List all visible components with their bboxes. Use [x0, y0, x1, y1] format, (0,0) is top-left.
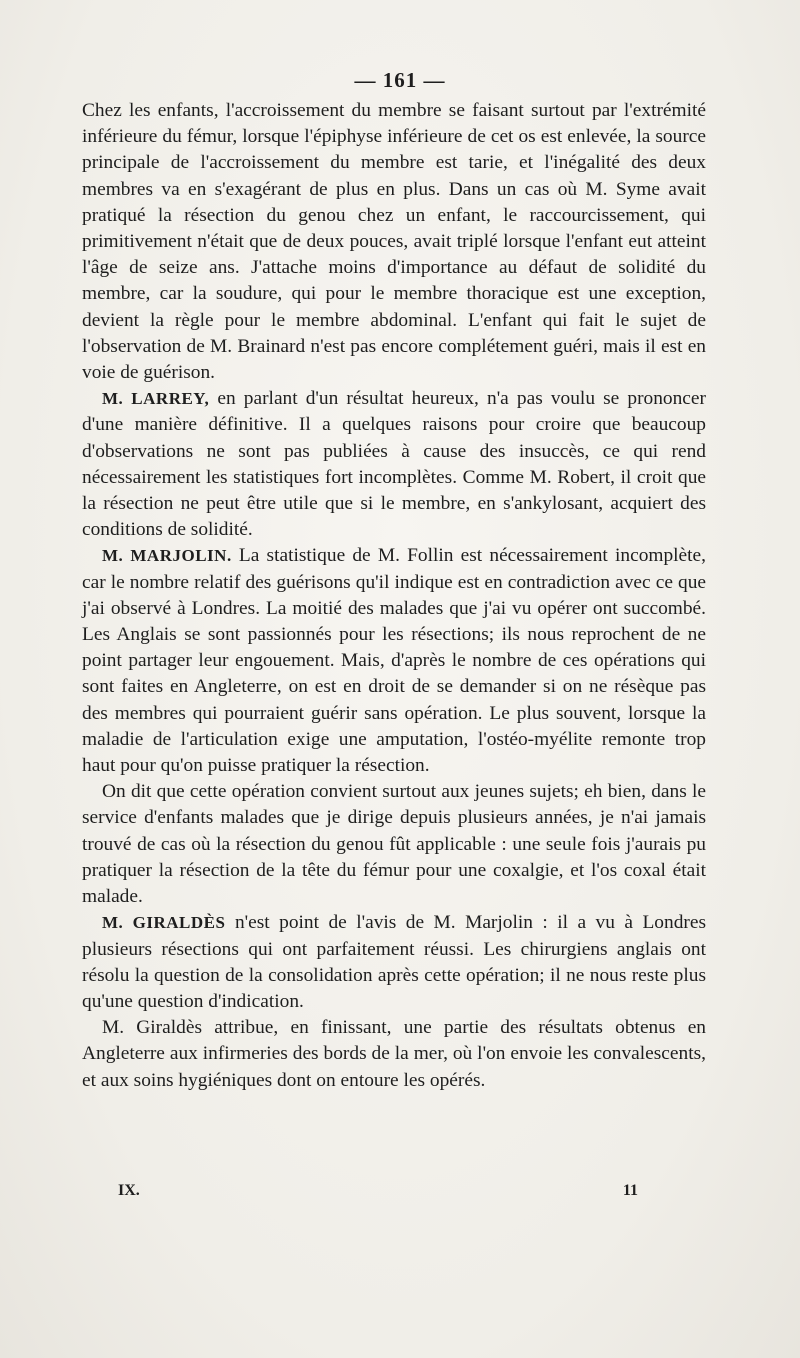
paragraph-1	[82, 98, 706, 386]
paragraph-6	[82, 1015, 706, 1094]
body-text	[82, 98, 706, 1094]
paragraph-text: M. Giraldès attribue, en finissant, une partie des résultats obtenus en Angleterre aux infirmeries des bords de la mer, où l'on envoie les convalescents, et aux soins hygiéniques dont on entoure les opérés.	[82, 1017, 706, 1091]
speaker-name: M. LARREY,	[102, 389, 210, 409]
paragraph-4	[82, 779, 706, 910]
speaker-name: M. GIRALDÈS	[102, 913, 226, 933]
page-number: — 161 —	[354, 68, 446, 92]
speaker-name: M. MARJOLIN.	[102, 546, 232, 566]
paragraph-text: Chez les enfants, l'accroissement du membre se faisant surtout par l'extrémité inférieure du fémur, lorsque l'épiphyse inférieure de cet os est enlevée, la source principale de l'accroissement du membre est tarie, et l'inégalité des deux membres va en s'exagérant de plus en plus. Dans un cas où M. Syme avait pratiqué la résection du genou chez un enfant, le raccourcissement, qui primitivement n'était que de deux pouces, avait triplé lorsque l'enfant eut atteint l'âge de seize ans. J'attache moins d'importance au défaut de solidité du membre, car la soudure, qui pour le membre thoracique est une exception, devient la règle pour le membre abdominal. L'enfant qui fait le sujet de l'observation de M. Brainard n'est pas encore complétement guéri, mais il est en voie de guérison.	[82, 100, 706, 384]
paragraph-text: n'est point de l'avis de M. Marjolin : il a vu à Londres plusieurs résections qui ont parfaitement réussi. Les chirurgiens anglais ont résolu la question de la consolidation après cette opération; il ne nous reste plus qu'une question d'indication.	[82, 912, 706, 1012]
leaf-number: 11	[622, 1182, 638, 1199]
signature-mark: IX.	[118, 1182, 140, 1199]
paragraph-2	[82, 386, 706, 543]
paragraph-text: On dit que cette opération convient surtout aux jeunes sujets; eh bien, dans le service d'enfants malades que je dirige depuis plusieurs années, je n'ai jamais trouvé de cas où la résection du genou fût applicable : une seule fois j'aurais pu pratiquer la résection de la tête du fémur pour une coxalgie, et l'os coxal était malade.	[82, 781, 706, 908]
paragraph-3	[82, 543, 706, 779]
paragraph-text: en parlant d'un résultat heureux, n'a pas voulu se prononcer d'une manière définitive. Il a quelques raisons pour croire que beaucoup d'observations ne sont pas publiées à cause des insuccès, ce qui rend nécessairement les statistiques fort incomplètes. Comme M. Robert, il croit que la résection ne peut être utile que si le membre, en s'ankylosant, acquiert des conditions de solidité.	[82, 388, 706, 541]
paragraph-text: La statistique de M. Follin est nécessairement incomplète, car le nombre relatif des guérisons qu'il indique est en contradiction avec ce que j'ai observé à Londres. La moitié des malades que j'ai vu opérer ont succombé. Les Anglais se sont passionnés pour les résections; ils nous reprochent de ne point partager leur engouement. Mais, d'après le nombre de ces opérations qui sont faites en Angleterre, on est en droit de se demander si on ne résèque pas des membres qui pourraient guérir sans opération. Le plus souvent, lorsque la maladie de l'articulation exige une amputation, l'ostéo-myélite remonte trop haut pour qu'on puisse pratiquer la résection.	[82, 545, 707, 777]
paragraph-5	[82, 910, 706, 1015]
